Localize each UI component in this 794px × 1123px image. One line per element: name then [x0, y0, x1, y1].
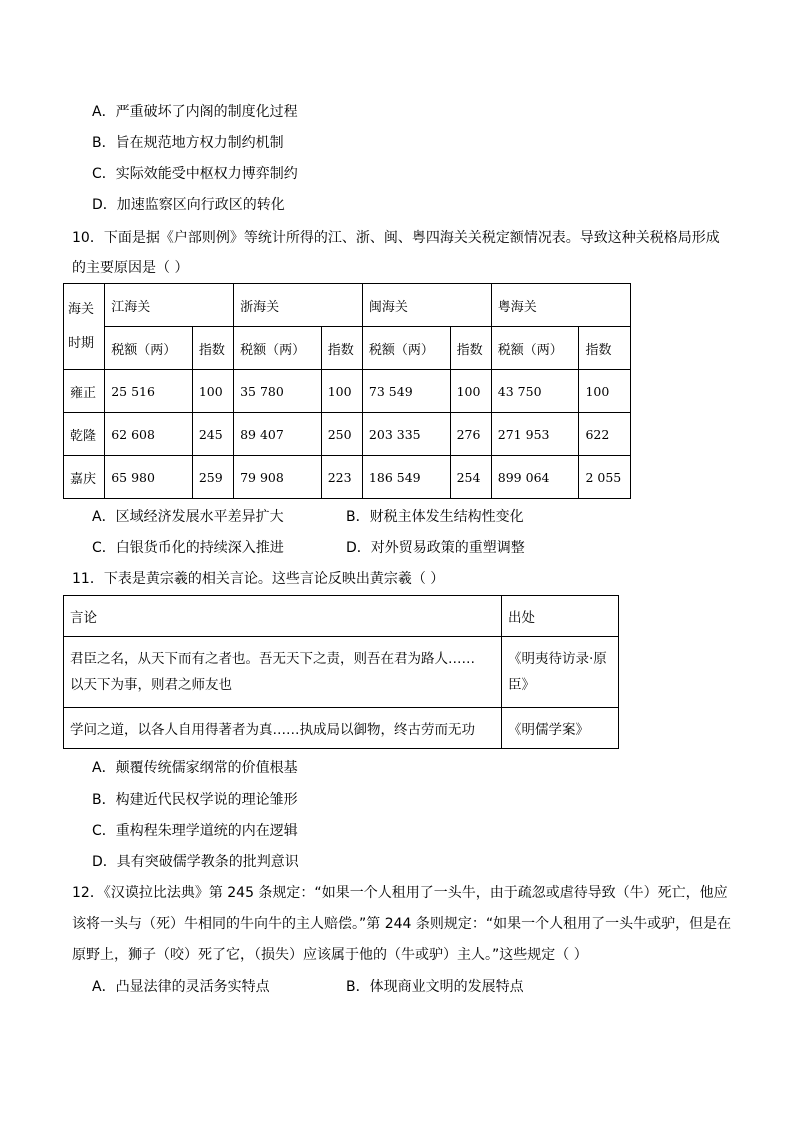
- quote-line: 君臣之名，从天下而有之者也。吾无天下之责，则吾在君为路人……: [70, 651, 475, 667]
- value-cell: 186 549: [362, 456, 450, 499]
- value-cell: 35 780: [234, 370, 322, 413]
- customs-header-yue: 粤海关: [491, 284, 630, 327]
- q12-stem-line3: 原野上，狮子（咬）死了它，（损失）应该属于他的（牛或驴）主人。”这些规定（ ）: [72, 947, 588, 963]
- table-row: [64, 637, 619, 708]
- customs-header-jiang: 江海关: [105, 284, 234, 327]
- customs-header-zhe: 浙海关: [234, 284, 363, 327]
- value-cell: 899 064: [491, 456, 579, 499]
- subheader-index: 指数: [192, 327, 233, 370]
- source-cell: [502, 637, 619, 708]
- q12-stem-line1: 12．《汉谟拉比法典》第 245 条规定：“如果一个人租用了一头牛，由于疏忽或虐待导致（牛）死亡，他应: [72, 885, 728, 901]
- corner-top-label: 海关: [68, 301, 95, 317]
- table-row: [64, 456, 631, 499]
- q9-option-a: A．严重破坏了内阁的制度化过程: [92, 104, 298, 120]
- value-cell: 43 750: [491, 370, 579, 413]
- period-cell: 乾隆: [64, 413, 105, 456]
- period-cell: 雍正: [64, 370, 105, 413]
- value-cell: 250: [321, 413, 362, 456]
- table-corner-cell: [64, 284, 105, 370]
- q11-option-c: C．重构程朱理学道统的内在逻辑: [92, 823, 298, 839]
- q11-option-d: D．具有突破儒学教条的批判意识: [92, 854, 299, 870]
- q12-stem-line2: 该将一头与（死）牛相同的牛向牛的主人赔偿。”第 244 条则规定：“如果一个人租用了一头牛或驴，但是在: [72, 916, 732, 932]
- quote-cell: [64, 637, 502, 708]
- value-cell: 73 549: [362, 370, 450, 413]
- value-cell: 100: [192, 370, 233, 413]
- subheader-index: 指数: [579, 327, 631, 370]
- q11-quotes-table: [63, 595, 619, 749]
- quote-line: 以天下为事，则君之师友也: [70, 677, 232, 693]
- table-row: [64, 708, 619, 749]
- q11-stem: 11．下表是黄宗羲的相关言论。这些言论反映出黄宗羲（ ）: [72, 571, 445, 587]
- header-quote: 言论: [64, 596, 502, 637]
- value-cell: 79 908: [234, 456, 322, 499]
- q10-stem-line1: 10．下面是据《户部则例》等统计所得的江、浙、闽、粤四海关关税定额情况表。导致这种关税格局形成: [72, 230, 720, 246]
- table-row: [64, 370, 631, 413]
- table-subheader-row: [64, 327, 631, 370]
- q12-option-b: B．体现商业文明的发展特点: [346, 979, 524, 995]
- q10-option-c: C．白银货币化的持续深入推进: [92, 540, 284, 556]
- q12-option-a: A．凸显法律的灵活务实特点: [92, 979, 270, 995]
- value-cell: 65 980: [105, 456, 193, 499]
- value-cell: 89 407: [234, 413, 322, 456]
- value-cell: 259: [192, 456, 233, 499]
- source-line: 《明夷待访录·原: [508, 651, 607, 667]
- value-cell: 100: [450, 370, 491, 413]
- table-row: [64, 413, 631, 456]
- corner-bottom-label: 时期: [68, 335, 95, 351]
- value-cell: 622: [579, 413, 631, 456]
- value-cell: 25 516: [105, 370, 193, 413]
- q10-stem-line2: 的主要原因是（ ）: [72, 260, 189, 276]
- subheader-tax: 税额（两）: [234, 327, 322, 370]
- table-header-row: [64, 284, 631, 327]
- table-header-row: [64, 596, 619, 637]
- source-line: 臣》: [508, 677, 535, 693]
- source-cell: 《明儒学案》: [502, 708, 619, 749]
- q10-option-d: D．对外贸易政策的重塑调整: [346, 540, 525, 556]
- subheader-index: 指数: [321, 327, 362, 370]
- q11-option-a: A．颠覆传统儒家纲常的价值根基: [92, 760, 298, 776]
- value-cell: 245: [192, 413, 233, 456]
- subheader-tax: 税额（两）: [105, 327, 193, 370]
- period-cell: 嘉庆: [64, 456, 105, 499]
- value-cell: 100: [579, 370, 631, 413]
- value-cell: 276: [450, 413, 491, 456]
- value-cell: 203 335: [362, 413, 450, 456]
- value-cell: 100: [321, 370, 362, 413]
- value-cell: 2 055: [579, 456, 631, 499]
- q11-option-b: B．构建近代民权学说的理论雏形: [92, 792, 298, 808]
- value-cell: 62 608: [105, 413, 193, 456]
- q10-option-b: B．财税主体发生结构性变化: [346, 509, 524, 525]
- value-cell: 254: [450, 456, 491, 499]
- value-cell: 223: [321, 456, 362, 499]
- quote-cell: 学问之道，以各人自用得著者为真……执成局以御物，终古劳而无功: [64, 708, 502, 749]
- q9-option-d: D．加速监察区向行政区的转化: [92, 197, 285, 213]
- customs-header-min: 闽海关: [362, 284, 491, 327]
- q9-option-b: B．旨在规范地方权力制约机制: [92, 135, 284, 151]
- q10-customs-table: [63, 283, 631, 499]
- subheader-index: 指数: [450, 327, 491, 370]
- value-cell: 271 953: [491, 413, 579, 456]
- subheader-tax: 税额（两）: [491, 327, 579, 370]
- q10-option-a: A．区域经济发展水平差异扩大: [92, 509, 284, 525]
- header-source: 出处: [502, 596, 619, 637]
- q9-option-c: C．实际效能受中枢权力博弈制约: [92, 166, 298, 182]
- subheader-tax: 税额（两）: [362, 327, 450, 370]
